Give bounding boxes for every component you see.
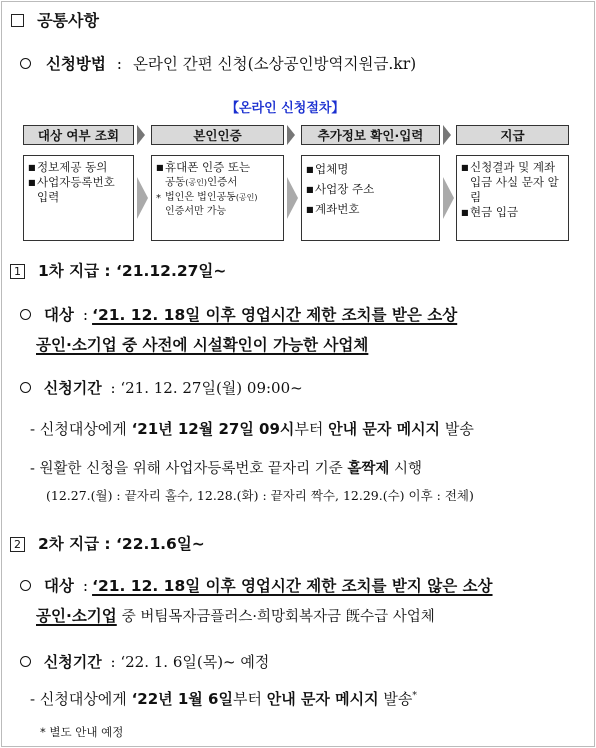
circle-bullet-icon: [20, 58, 31, 69]
first-period-label: 신청기간: [43, 379, 102, 397]
section-title: 공통사항: [37, 11, 99, 30]
first-target-line1: ‘21. 12. 18일 이후 영업시간 제한 조치를 받은 소상: [92, 306, 458, 324]
first-target: 대상 : ‘21. 12. 18일 이후 영업시간 제한 조치를 받은 소상 공인·소기업 중 사전에 시설확인이 가능한 사업체: [20, 300, 457, 360]
first-dash2-post: 시행: [393, 461, 422, 477]
second-target: 대상 : ‘21. 12. 18일 이후 영업시간 제한 조치를 받지 않은 소상 공인·소기업 중 버팀목자금플러스·희망회복자금 旣수급 사업체: [20, 571, 493, 632]
first-dash1-mid: 부터: [294, 420, 324, 438]
step-note: 법인은 법인공동: [165, 192, 236, 203]
second-period: [20, 651, 269, 672]
step-item: 인증서: [207, 176, 238, 188]
number-box: 1: [10, 264, 25, 279]
step-head-pay: 지급: [456, 125, 569, 145]
step-body-pay: [456, 155, 569, 241]
square-bullet-icon: ■: [461, 163, 469, 172]
section-header: [11, 8, 99, 31]
method-colon: :: [116, 55, 123, 73]
second-dash1-post: 발송: [383, 690, 413, 708]
second-dash1-date: ‘22년 1월 6일: [131, 690, 233, 708]
second-payment-header: [10, 532, 205, 554]
step-item: 계좌번호: [315, 202, 360, 216]
step-item: 현금 입금: [470, 205, 519, 219]
step-body-auth: [151, 155, 284, 241]
checkbox-icon: [11, 14, 24, 27]
process-title: 【온라인 신청절차】: [226, 101, 345, 116]
first-dash2: - 원활한 신청을 위해 사업자등록번호 끝자리 기준 홀짝제 시행: [30, 461, 422, 477]
square-bullet-icon: ■: [306, 185, 314, 194]
second-payment-title: 2차 지급 : ‘22.1.6일~: [37, 535, 205, 553]
first-period-text: : ‘21. 12. 27일(월) 09:00~: [110, 379, 303, 397]
first-dash1-sms: 안내 문자 메시지: [328, 420, 441, 438]
step-item: 공동: [165, 176, 186, 188]
step-item: 사업자등록번호 입력: [37, 175, 115, 204]
first-dash2-line2: (12.27.(월) : 끝자리 홀수, 12.28.(화) : 끝자리 짝수, 12.29.(수) 이후 : 전체): [46, 488, 474, 503]
method-label: 신청방법: [45, 55, 106, 73]
square-bullet-icon: ■: [28, 178, 36, 187]
first-dash1-date: ‘21년 12월 27일 09시: [131, 420, 295, 438]
first-dash2-pre: 원활한 신청을 위해 사업자등록번호 끝자리 기준: [39, 461, 343, 477]
method-text: 온라인 간편 신청(소상공인방역지원금.kr): [132, 55, 417, 73]
step-body-info: [301, 155, 440, 241]
second-period-text: : ‘22. 1. 6일(목)~ 예정: [110, 653, 270, 671]
second-dash1-mid: 부터: [232, 690, 262, 708]
square-bullet-icon: ■: [28, 163, 36, 172]
square-bullet-icon: ■: [306, 205, 314, 214]
circle-bullet-icon: [20, 382, 31, 393]
second-dash1: - 신청대상에게 ‘22년 1월 6일부터 안내 문자 메시지 발송*: [30, 690, 417, 708]
first-dash1: - 신청대상에게 ‘21년 12월 27일 09시부터 안내 문자 메시지 발송: [30, 420, 474, 438]
step-item: 정보제공 동의: [37, 160, 108, 174]
second-footnote: * 별도 안내 예정: [40, 725, 124, 739]
first-payment-title: 1차 지급 : ‘21.12.27일~: [37, 262, 227, 280]
step-head-auth: 본인인증: [151, 125, 284, 145]
first-target-label: 대상: [43, 306, 74, 324]
step-item: 업체명: [315, 162, 349, 176]
circle-bullet-icon: [20, 309, 31, 320]
second-target-line1: ‘21. 12. 18일 이후 영업시간 제한 조치를 받지 않은 소상: [92, 577, 493, 595]
circle-bullet-icon: [20, 580, 31, 591]
first-payment-header: [10, 259, 226, 281]
arrow-right-icon: [287, 125, 295, 145]
arrow-right-icon: [137, 177, 148, 219]
square-bullet-icon: ■: [306, 165, 314, 174]
second-dash1-sup: *: [412, 691, 417, 701]
step-item-small: (공인): [185, 178, 207, 187]
asterisk-icon: *: [156, 193, 161, 204]
step-head-info: 추가정보 확인·입력: [301, 125, 440, 145]
square-bullet-icon: ■: [156, 163, 164, 172]
first-dash1-pre: 신청대상에게: [39, 420, 127, 438]
arrow-right-icon: [443, 125, 451, 145]
step-head-lookup: 대상 여부 조회: [23, 125, 134, 145]
step-note: 인증서만 가능: [165, 206, 227, 217]
step-body-lookup: [23, 155, 134, 241]
arrow-right-icon: [443, 177, 454, 219]
first-dash1-post: 발송: [444, 420, 474, 438]
first-dash2-bold: 홀짝제: [347, 461, 390, 477]
first-target-line2: 공인·소기업 중 사전에 시설확인이 가능한 사업체: [36, 336, 369, 354]
second-target-line2-rest: 중 버팀목자금플러스·희망회복자금 旣수급 사업체: [121, 609, 435, 625]
circle-bullet-icon: [20, 656, 31, 667]
second-dash1-sms: 안내 문자 메시지: [266, 690, 379, 708]
step-item: 휴대폰 인증 또는: [165, 160, 251, 174]
step-note-small: (공인): [235, 193, 258, 202]
second-dash1-pre: 신청대상에게: [39, 690, 127, 708]
arrow-right-icon: [287, 177, 298, 219]
number-box: 2: [10, 537, 25, 552]
second-target-label: 대상: [43, 577, 74, 595]
second-target-line2-ul: 공인·소기업: [36, 607, 117, 625]
second-period-label: 신청기간: [43, 653, 102, 671]
method-line: [20, 52, 416, 74]
arrow-right-icon: [137, 125, 145, 145]
first-period: [20, 377, 303, 398]
square-bullet-icon: ■: [461, 208, 469, 217]
step-item: 사업장 주소: [315, 182, 375, 196]
step-item: 신청결과 및 계좌입금 사실 문자 알림: [470, 160, 559, 204]
